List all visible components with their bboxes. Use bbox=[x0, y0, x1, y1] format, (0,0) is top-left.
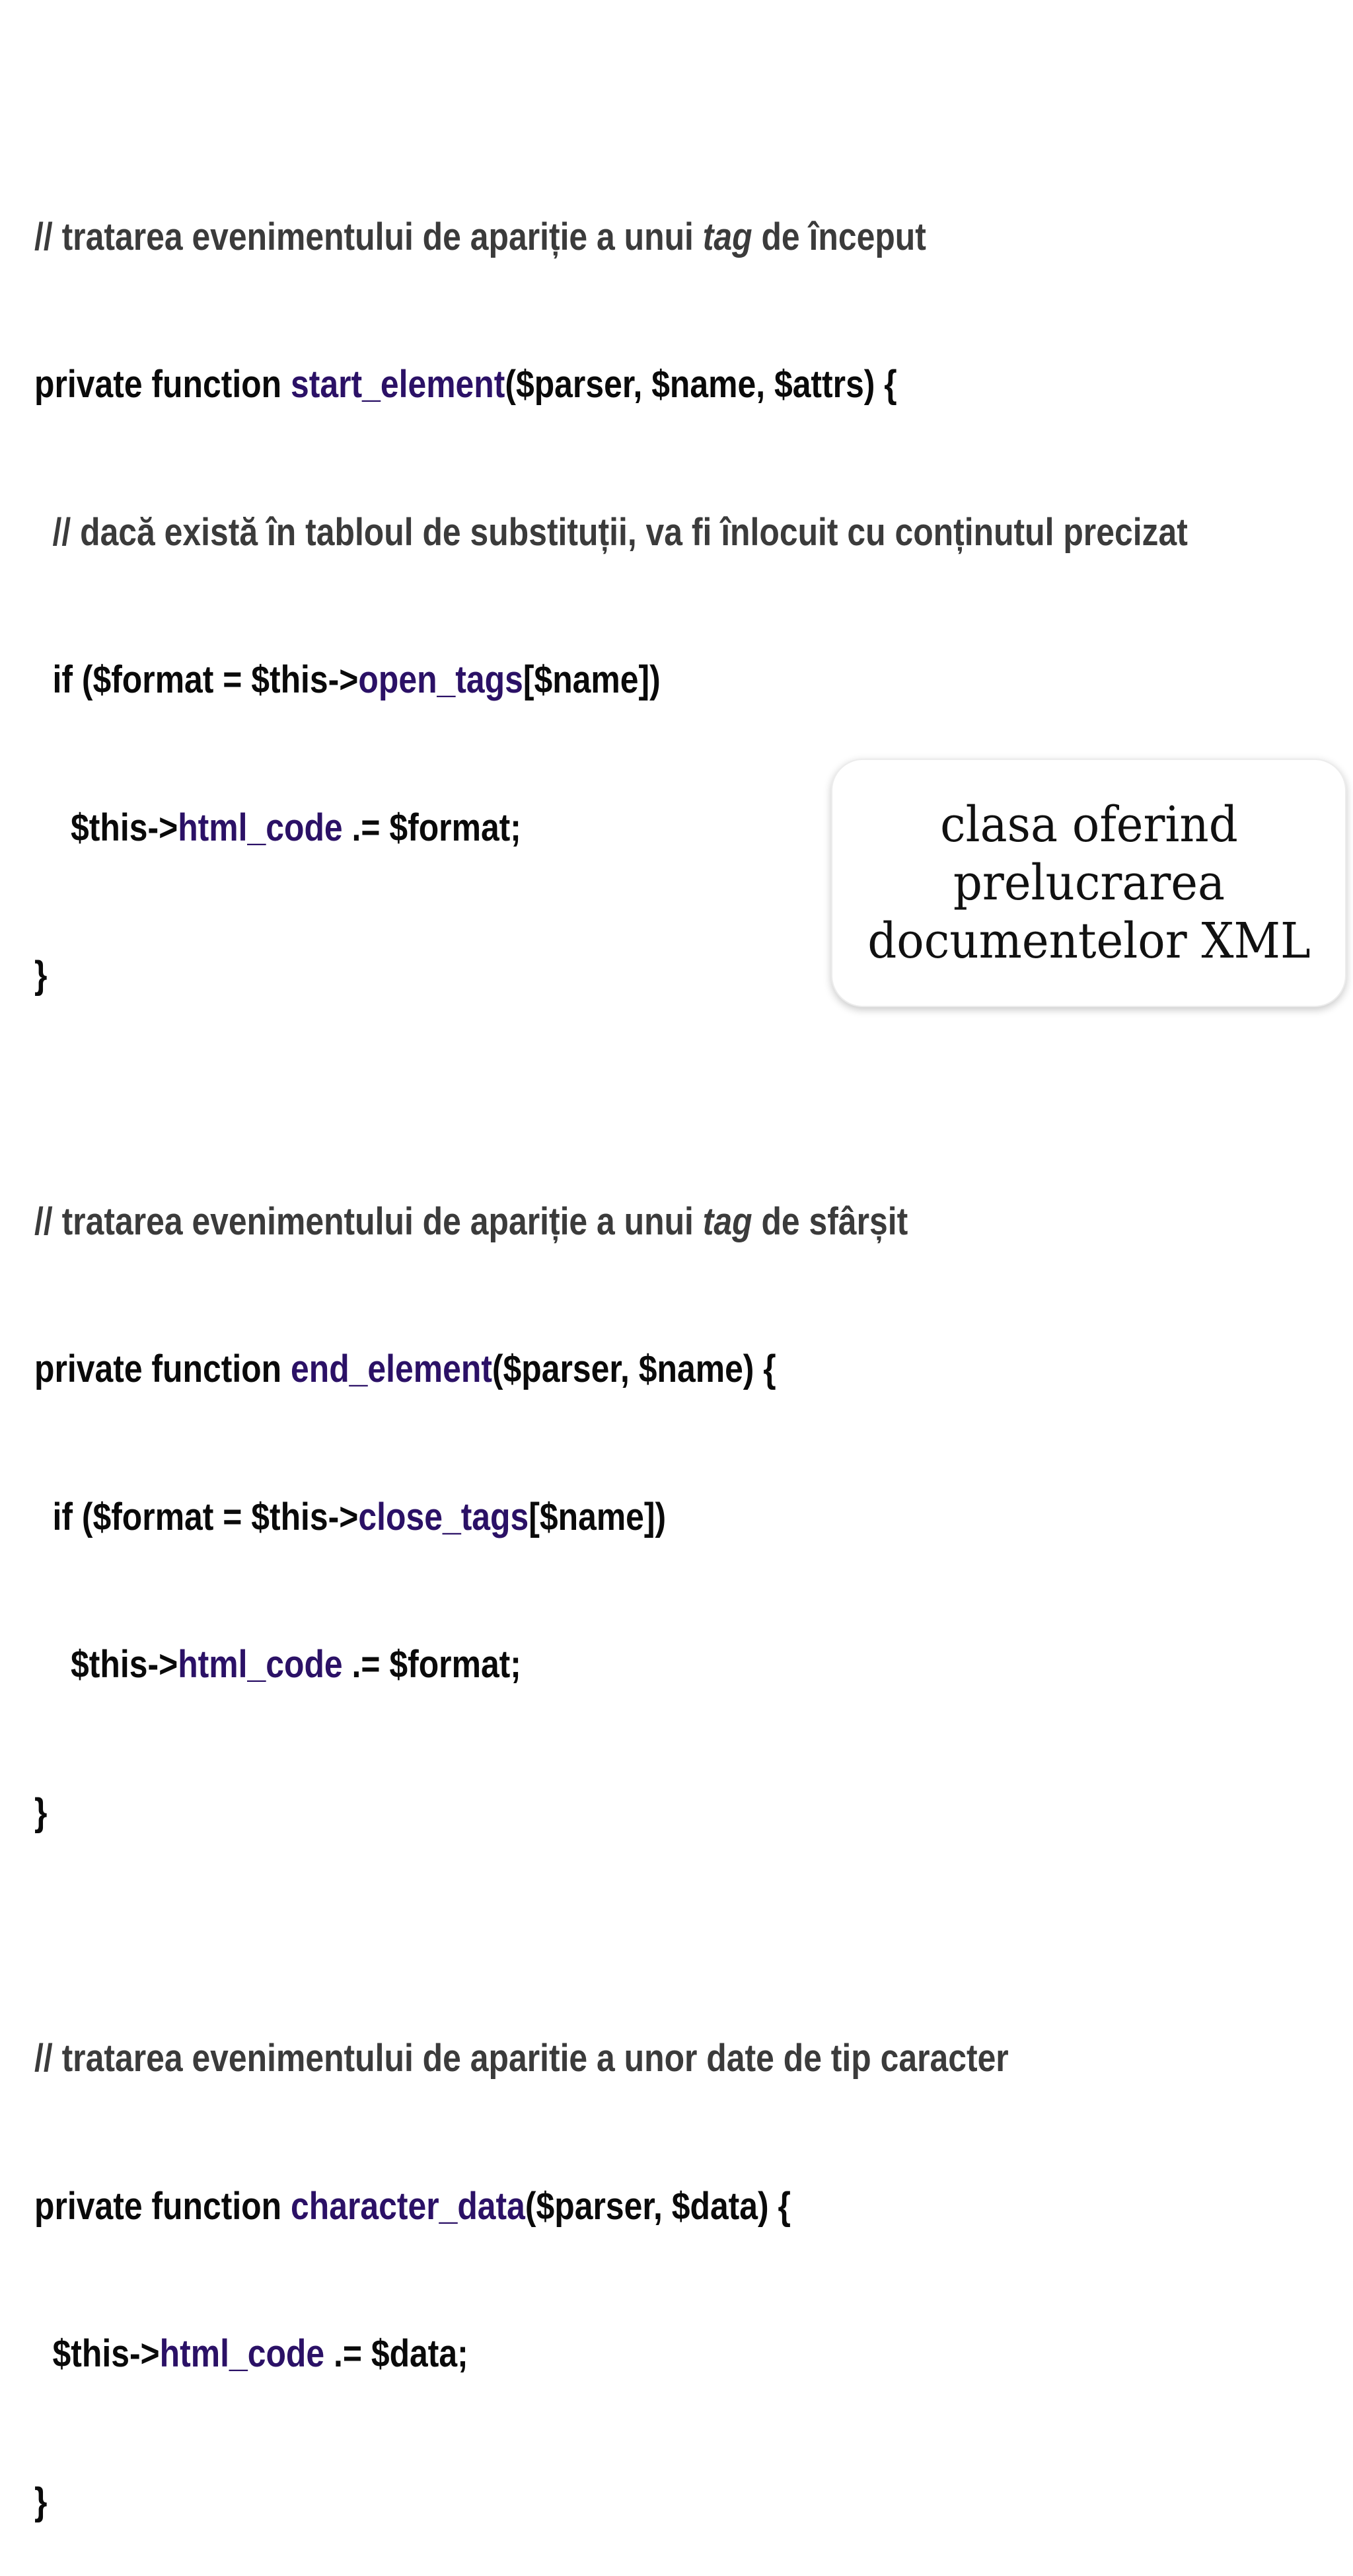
code-text: $this-> bbox=[52, 2332, 160, 2375]
comment-character-data: // tratarea evenimentului de aparitie a unor date de tip caracter bbox=[34, 2037, 1009, 2080]
code-text: .= $data; bbox=[324, 2332, 468, 2375]
assign-html-code bbox=[34, 1640, 1165, 1690]
code-listing bbox=[34, 65, 1188, 2576]
comment-text: // tratarea evenimentului de apariție a unui bbox=[34, 215, 703, 258]
keyword: private function bbox=[34, 1347, 291, 1390]
signature-character-data bbox=[34, 2182, 1165, 2232]
keyword: private function bbox=[34, 2184, 291, 2228]
comment-text: de sfârșit bbox=[752, 1199, 908, 1243]
property-name: html_code bbox=[159, 2332, 325, 2375]
comment-text: de început bbox=[752, 215, 926, 258]
function-args: ($parser, $data) { bbox=[525, 2184, 791, 2228]
closing-brace: } bbox=[34, 954, 48, 997]
closing-brace: } bbox=[34, 1790, 48, 1834]
comment-emphasis: tag bbox=[702, 1199, 752, 1243]
code-text: [$name]) bbox=[523, 658, 661, 701]
code-text: .= $format; bbox=[342, 1643, 521, 1686]
comment-emphasis: tag bbox=[702, 215, 752, 258]
comment-text: // tratarea evenimentului de apariție a unui bbox=[34, 1199, 703, 1243]
function-name: start_element bbox=[290, 363, 505, 406]
code-text: $this-> bbox=[71, 1643, 178, 1686]
function-name: end_element bbox=[290, 1347, 492, 1390]
comment-end-element bbox=[34, 1197, 1165, 1247]
property-name: open_tags bbox=[358, 658, 523, 701]
function-args: ($parser, $name) { bbox=[492, 1347, 776, 1390]
comment-start-element bbox=[34, 213, 1165, 262]
code-text: [$name]) bbox=[529, 1495, 667, 1538]
code-text: $this-> bbox=[71, 806, 178, 849]
code-text: if ($format = $this-> bbox=[52, 658, 359, 701]
if-open-tags bbox=[34, 656, 1165, 705]
function-args: ($parser, $name, $attrs) { bbox=[505, 363, 897, 406]
property-name: html_code bbox=[178, 1643, 343, 1686]
callout-text: clasa oferind prelucrarea documentelor XML bbox=[867, 796, 1311, 969]
comment-substitution: // dacă există în tabloul de substituții, va fi înlocuit cu conținutul precizat bbox=[52, 510, 1188, 554]
property-name: close_tags bbox=[358, 1495, 529, 1538]
signature-end-element bbox=[34, 1345, 1165, 1394]
code-text: .= $format; bbox=[342, 806, 521, 849]
closing-brace: } bbox=[34, 2480, 48, 2523]
keyword: private function bbox=[34, 363, 291, 406]
callout-box bbox=[831, 759, 1346, 1007]
property-name: html_code bbox=[178, 806, 343, 849]
if-close-tags bbox=[34, 1493, 1165, 1542]
signature-start-element bbox=[34, 360, 1165, 410]
code-text: if ($format = $this-> bbox=[52, 1495, 359, 1538]
assign-html-code bbox=[34, 2330, 1165, 2379]
function-name: character_data bbox=[290, 2184, 525, 2228]
